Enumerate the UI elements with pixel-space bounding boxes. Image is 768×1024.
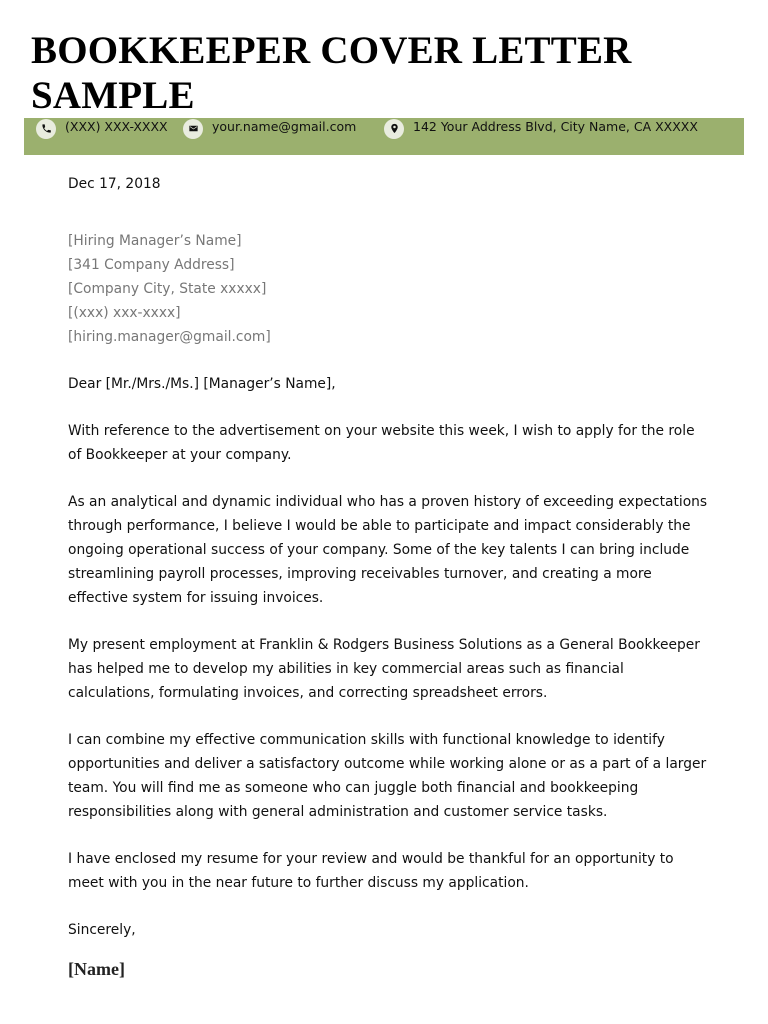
- recipient-city-state: [Company City, State xxxxx]: [68, 281, 267, 297]
- email-text: your.name@gmail.com: [212, 119, 357, 134]
- paragraph-3: My present employment at Franklin & Rodgers Business Solutions as a General Bookkeeper has helped me to develop my abilities in key commercial areas such as financial calculations, formulating invoices, and correcting spreadsheet errors.: [68, 637, 700, 701]
- page-title: [31, 28, 731, 118]
- contact-address: [384, 118, 698, 138]
- letter-body: [68, 172, 708, 982]
- recipient-email: [hiring.manager@gmail.com]: [68, 329, 271, 345]
- paragraph-4: I can combine my effective communication skills with functional knowledge to identify opportunities and deliver a satisfactory outcome while working alone or as a part of a larger team. You will find me as someone who can juggle both financial and bookkeeping responsibilities along with general administration and customer service tasks.: [68, 732, 707, 820]
- phone-text: (XXX) XXX-XXXX: [65, 119, 168, 134]
- salutation: Dear [Mr./Mrs./Ms.] [Manager’s Name],: [68, 376, 336, 392]
- recipient-block: [68, 229, 708, 349]
- closing: Sincerely,: [68, 922, 136, 938]
- letter-date: Dec 17, 2018: [68, 176, 161, 192]
- recipient-phone: [(xxx) xxx-xxxx]: [68, 305, 181, 321]
- recipient-address: [341 Company Address]: [68, 257, 235, 273]
- contact-bar: [24, 118, 744, 155]
- contact-phone: [36, 118, 168, 138]
- title-line-2: SAMPLE: [31, 74, 195, 117]
- map-pin-icon: [384, 119, 404, 139]
- title-line-1: BOOKKEEPER COVER LETTER: [31, 29, 632, 72]
- paragraph-5: I have enclosed my resume for your review and would be thankful for an opportunity to meet with you in the near future to further discuss my application.: [68, 851, 674, 891]
- phone-icon: [36, 119, 56, 139]
- paragraph-1: With reference to the advertisement on your website this week, I wish to apply for the role of Bookkeeper at your company.: [68, 423, 695, 463]
- recipient-name: [Hiring Manager’s Name]: [68, 233, 242, 249]
- address-text: 142 Your Address Blvd, City Name, CA XXXXX: [413, 119, 698, 134]
- envelope-icon: [183, 119, 203, 139]
- paragraph-2: As an analytical and dynamic individual who has a proven history of exceeding expectations through performance, I believe I would be able to participate and impact considerably the ongoing operational success of your company. Some of the key talents I can bring include streamlining payroll processes, improving receivables turnover, and creating a more effective system for issuing invoices.: [68, 494, 708, 606]
- signature-name: [Name]: [68, 959, 125, 979]
- contact-email: [183, 118, 356, 138]
